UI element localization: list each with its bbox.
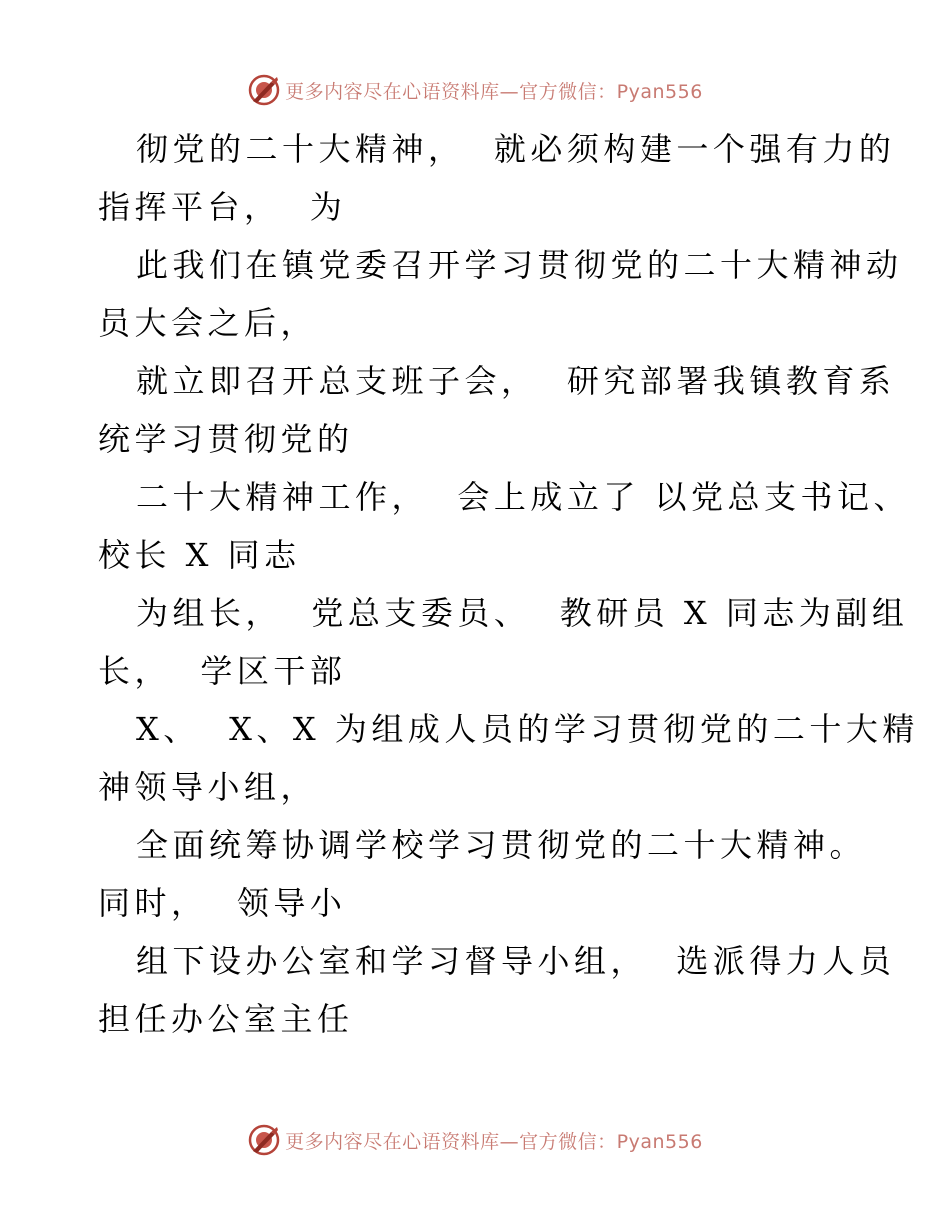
paragraph-line: 全面统筹协调学校学习贯彻党的二十大精神。 [136,826,867,864]
paragraph-line: 校长 X 同志 [98,536,301,574]
paragraph-line: 就立即召开总支班子会， 研究部署我镇教育系 [136,362,896,400]
paragraph-line: 统学习贯彻党的 [98,420,354,458]
paragraph-line: 担任办公室主任 [98,1000,354,1038]
paragraph [98,352,896,468]
paragraph-line: 长， 学区干部 [98,652,347,690]
paragraph [98,932,896,1048]
paragraph-line: 二十大精神工作， 会上成立了 以党总支书记、 [136,478,911,516]
paragraph-line: 指挥平台， 为 [98,188,347,226]
paragraph-line: 神领导小组， [98,768,318,806]
paragraph [98,120,896,236]
header-watermark-banner [0,70,950,110]
header-watermark-text: 更多内容尽在心语资料库—官方微信：Pyan556 [285,80,703,103]
paragraph-line: X、 X、X 为组成人员的学习贯彻党的二十大精 [136,710,919,748]
paragraph-line: 组下设办公室和学习督导小组， 选派得力人员 [136,942,896,980]
paragraph-line: 员大会之后， [98,304,318,342]
footer-watermark-text: 更多内容尽在心语资料库—官方微信：Pyan556 [285,1130,703,1153]
document-body [98,120,919,1048]
paragraph-line: 为组长， 党总支委员、 教研员 X 同志为副组 [136,594,909,632]
footer-watermark-banner [0,1120,950,1160]
paragraph [98,700,919,816]
pen-seal-logo-icon [247,73,281,107]
paragraph-line: 同时， 领导小 [98,884,347,922]
paragraph [98,816,867,932]
paragraph-line: 此我们在镇党委召开学习贯彻党的二十大精神动 [136,246,903,284]
paragraph [98,468,911,584]
paragraph [98,584,909,700]
paragraph-line: 彻党的二十大精神， 就必须构建一个强有力的 [136,130,896,168]
pen-seal-logo-icon [247,1123,281,1157]
paragraph [98,236,903,352]
